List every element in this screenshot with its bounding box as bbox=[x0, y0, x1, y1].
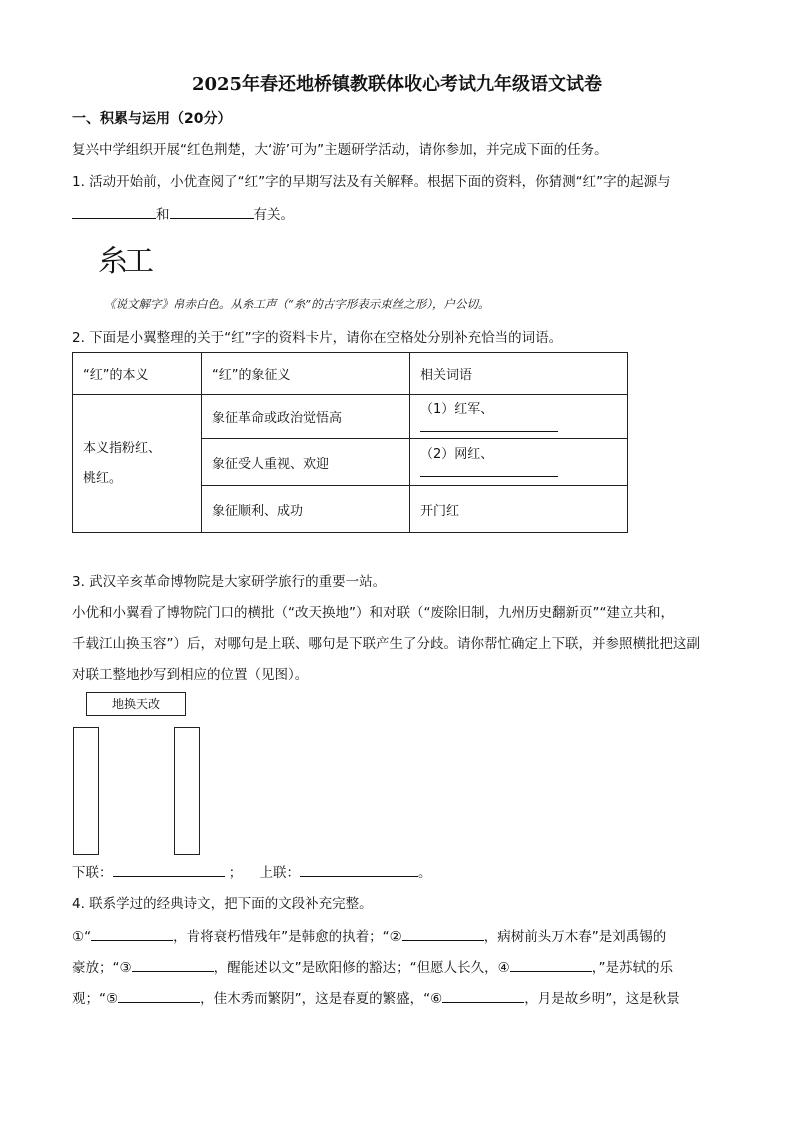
q4-text: ，肯将衰朽惜残年”是韩愈的执着；“② bbox=[173, 929, 402, 945]
q4-text: 豪放；“③ bbox=[72, 960, 132, 976]
word-cell bbox=[410, 395, 628, 439]
q4-blank-6[interactable] bbox=[442, 988, 524, 1003]
q4-text: ，病树前头万木春”是刘禹锡的 bbox=[483, 929, 667, 945]
table-header-row bbox=[73, 353, 628, 395]
q4-blank-1[interactable] bbox=[91, 926, 173, 941]
benyi-cell bbox=[73, 395, 202, 533]
page-title: 2025年春还地桥镇教联体收心考试九年级语文试卷 bbox=[191, 74, 603, 95]
shuowen-note: 《说文解字》帛赤白色。从糸工声（“糸”的古字形表示束丝之形），户公切。 bbox=[104, 297, 490, 311]
q4-blank-5[interactable] bbox=[118, 988, 200, 1003]
q4-text: ，”是苏轼的乐 bbox=[591, 960, 673, 976]
ancient-hong-character: 糸工 bbox=[98, 244, 150, 279]
header-cell: “红”的本义 bbox=[73, 353, 202, 395]
header-cell: 相关词语 bbox=[410, 353, 628, 395]
word-cell: 开门红 bbox=[410, 486, 628, 533]
q4-blank-2[interactable] bbox=[402, 926, 484, 941]
word-prefix: （1）红军、 bbox=[420, 401, 494, 417]
meaning-cell: 象征顺利、成功 bbox=[202, 486, 410, 533]
q3-answer-line bbox=[72, 862, 431, 883]
shanglian-blank[interactable] bbox=[300, 862, 418, 877]
q1-blank-1[interactable] bbox=[72, 204, 156, 219]
hong-info-card bbox=[72, 352, 628, 533]
q4-text: ，月是故乡明”，这是秋景 bbox=[524, 991, 680, 1007]
q4-blank-3[interactable] bbox=[132, 957, 214, 972]
q3-text-1: 3. 武汉辛亥革命博物院是大家研学旅行的重要一站。 bbox=[72, 574, 387, 590]
right-couplet-box[interactable] bbox=[174, 727, 200, 855]
xialian-blank[interactable] bbox=[113, 862, 225, 877]
word-cell bbox=[410, 439, 628, 486]
q4-text: ，醒能述以文”是欧阳修的豁达；“但愿人长久，④ bbox=[213, 960, 510, 976]
q1-answer-line bbox=[72, 204, 294, 225]
intro-text: 复兴中学组织开展“红色荆楚，大‘游’可为”主题研学活动，请你参加，并完成下面的任务。 bbox=[72, 142, 608, 158]
q2-blank-1[interactable] bbox=[420, 417, 558, 432]
q3-text-3: 千载江山换玉容”）后，对哪句是上联、哪句是下联产生了分歧。请你帮忙确定上下联，并参照横批把这副 bbox=[72, 636, 700, 652]
q4-text: 4. 联系学过的经典诗文，把下面的文段补充完整。 bbox=[72, 896, 373, 912]
q3-text-2: 小优和小翼看了博物院门口的横批（“改天换地”）和对联（“废除旧制，九州历史翻新页”“建立共和， bbox=[72, 605, 674, 621]
left-couplet-box[interactable] bbox=[73, 727, 99, 855]
semicolon: ； bbox=[228, 865, 243, 881]
meaning-cell: 象征革命或政治觉悟高 bbox=[202, 395, 410, 439]
q3-text-4: 对联工整地抄写到相应的位置（见图）。 bbox=[72, 667, 309, 683]
q1-mid: 和 bbox=[156, 207, 170, 223]
hengpi-scroll: 地换天改 bbox=[86, 692, 186, 716]
q4-line-3 bbox=[72, 957, 673, 978]
q2-blank-2[interactable] bbox=[420, 462, 558, 477]
benyi-line: 本义指粉红、 bbox=[83, 440, 162, 456]
q1-end: 有关。 bbox=[253, 207, 294, 223]
meaning-cell: 象征受人重视、欢迎 bbox=[202, 439, 410, 486]
table-row bbox=[73, 395, 628, 439]
q4-line-2 bbox=[72, 926, 666, 947]
q4-line-4 bbox=[72, 988, 680, 1009]
word-prefix: （2）网红、 bbox=[420, 447, 494, 462]
section-heading: 一、积累与运用（20分） bbox=[72, 111, 232, 127]
q4-text: 观；“⑤ bbox=[72, 991, 119, 1007]
xialian-label: 下联： bbox=[72, 865, 113, 881]
q1-text: 1. 活动开始前，小优查阅了“红”字的早期写法及有关解释。根据下面的资料，你猜测“红”字的起源与 bbox=[72, 174, 671, 190]
benyi-line: 桃红。 bbox=[83, 470, 123, 486]
q4-text: ，佳木秀而繁阴”，这是春夏的繁盛，“⑥ bbox=[200, 991, 443, 1007]
header-cell: “红”的象征义 bbox=[202, 353, 410, 395]
q2-text: 2. 下面是小翼整理的关于“红”字的资料卡片，请你在空格处分别补充恰当的词语。 bbox=[72, 330, 563, 346]
q4-blank-4[interactable] bbox=[510, 957, 592, 972]
period: 。 bbox=[417, 865, 432, 881]
shanglian-label: 上联： bbox=[259, 865, 300, 881]
q4-text: ①“ bbox=[72, 929, 92, 945]
q1-blank-2[interactable] bbox=[170, 204, 254, 219]
